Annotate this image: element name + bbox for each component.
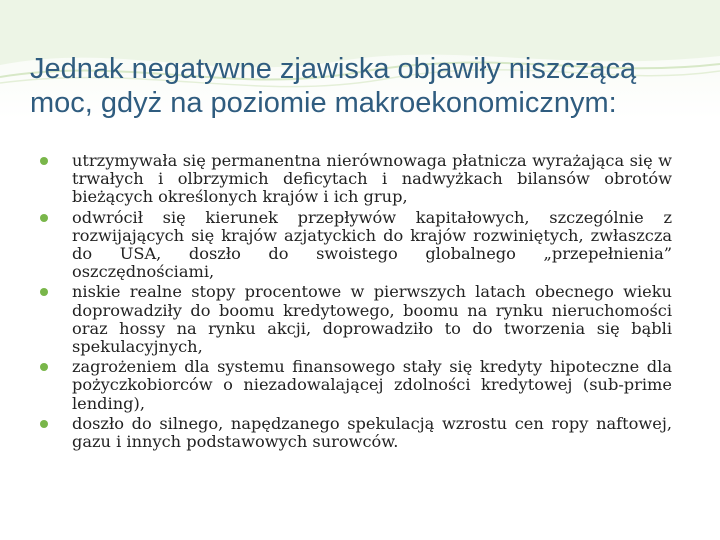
bullet-icon (40, 157, 48, 165)
bullet-text: zagrożeniem dla systemu finansowego stały się kredyty hipoteczne dla pożyczkobiorców o niezadowalającej zdolności kredytowej (sub-prime lending), (72, 357, 672, 413)
bullet-item (40, 415, 672, 451)
bullet-icon (40, 420, 48, 428)
bullet-icon (40, 288, 48, 296)
slide-title: Jednak negatywne zjawiska objawiły niszczącą moc, gdyż na poziomie makroekonomicznym: (30, 53, 637, 119)
bullet-item (40, 209, 672, 282)
bullet-text: doszło do silnego, napędzanego spekulacją wzrostu cen ropy naftowej, gazu i innych podstawowych surowców. (72, 413, 672, 452)
bullet-icon (40, 363, 48, 371)
bullet-item (40, 152, 672, 207)
bullet-item (40, 358, 672, 413)
bullet-text: niskie realne stopy procentowe w pierwszych latach obecnego wieku doprowadziły do boomu kredytowego, boomu na rynku nieruchomości oraz hossy na rynku akcji, doprowadziło to do tworzenia się bąbli spekulacyjnych, (72, 282, 672, 357)
bullet-list (40, 152, 672, 453)
bullet-icon (40, 214, 48, 222)
bullet-item (40, 283, 672, 356)
bullet-text: utrzymywała się permanentna nierównowaga płatnicza wyrażająca się w trwałych i olbrzymich deficytach i nadwyżkach bilansów obrotów bieżących określonych krajów i ich grup, (72, 151, 672, 207)
bullet-text: odwrócił się kierunek przepływów kapitałowych, szczególnie z rozwijających się krajów azjatyckich do krajów rozwiniętych, zwłaszcza do USA, doszło do swoistego globalnego „przepełnienia” oszczędnościami, (72, 207, 672, 282)
